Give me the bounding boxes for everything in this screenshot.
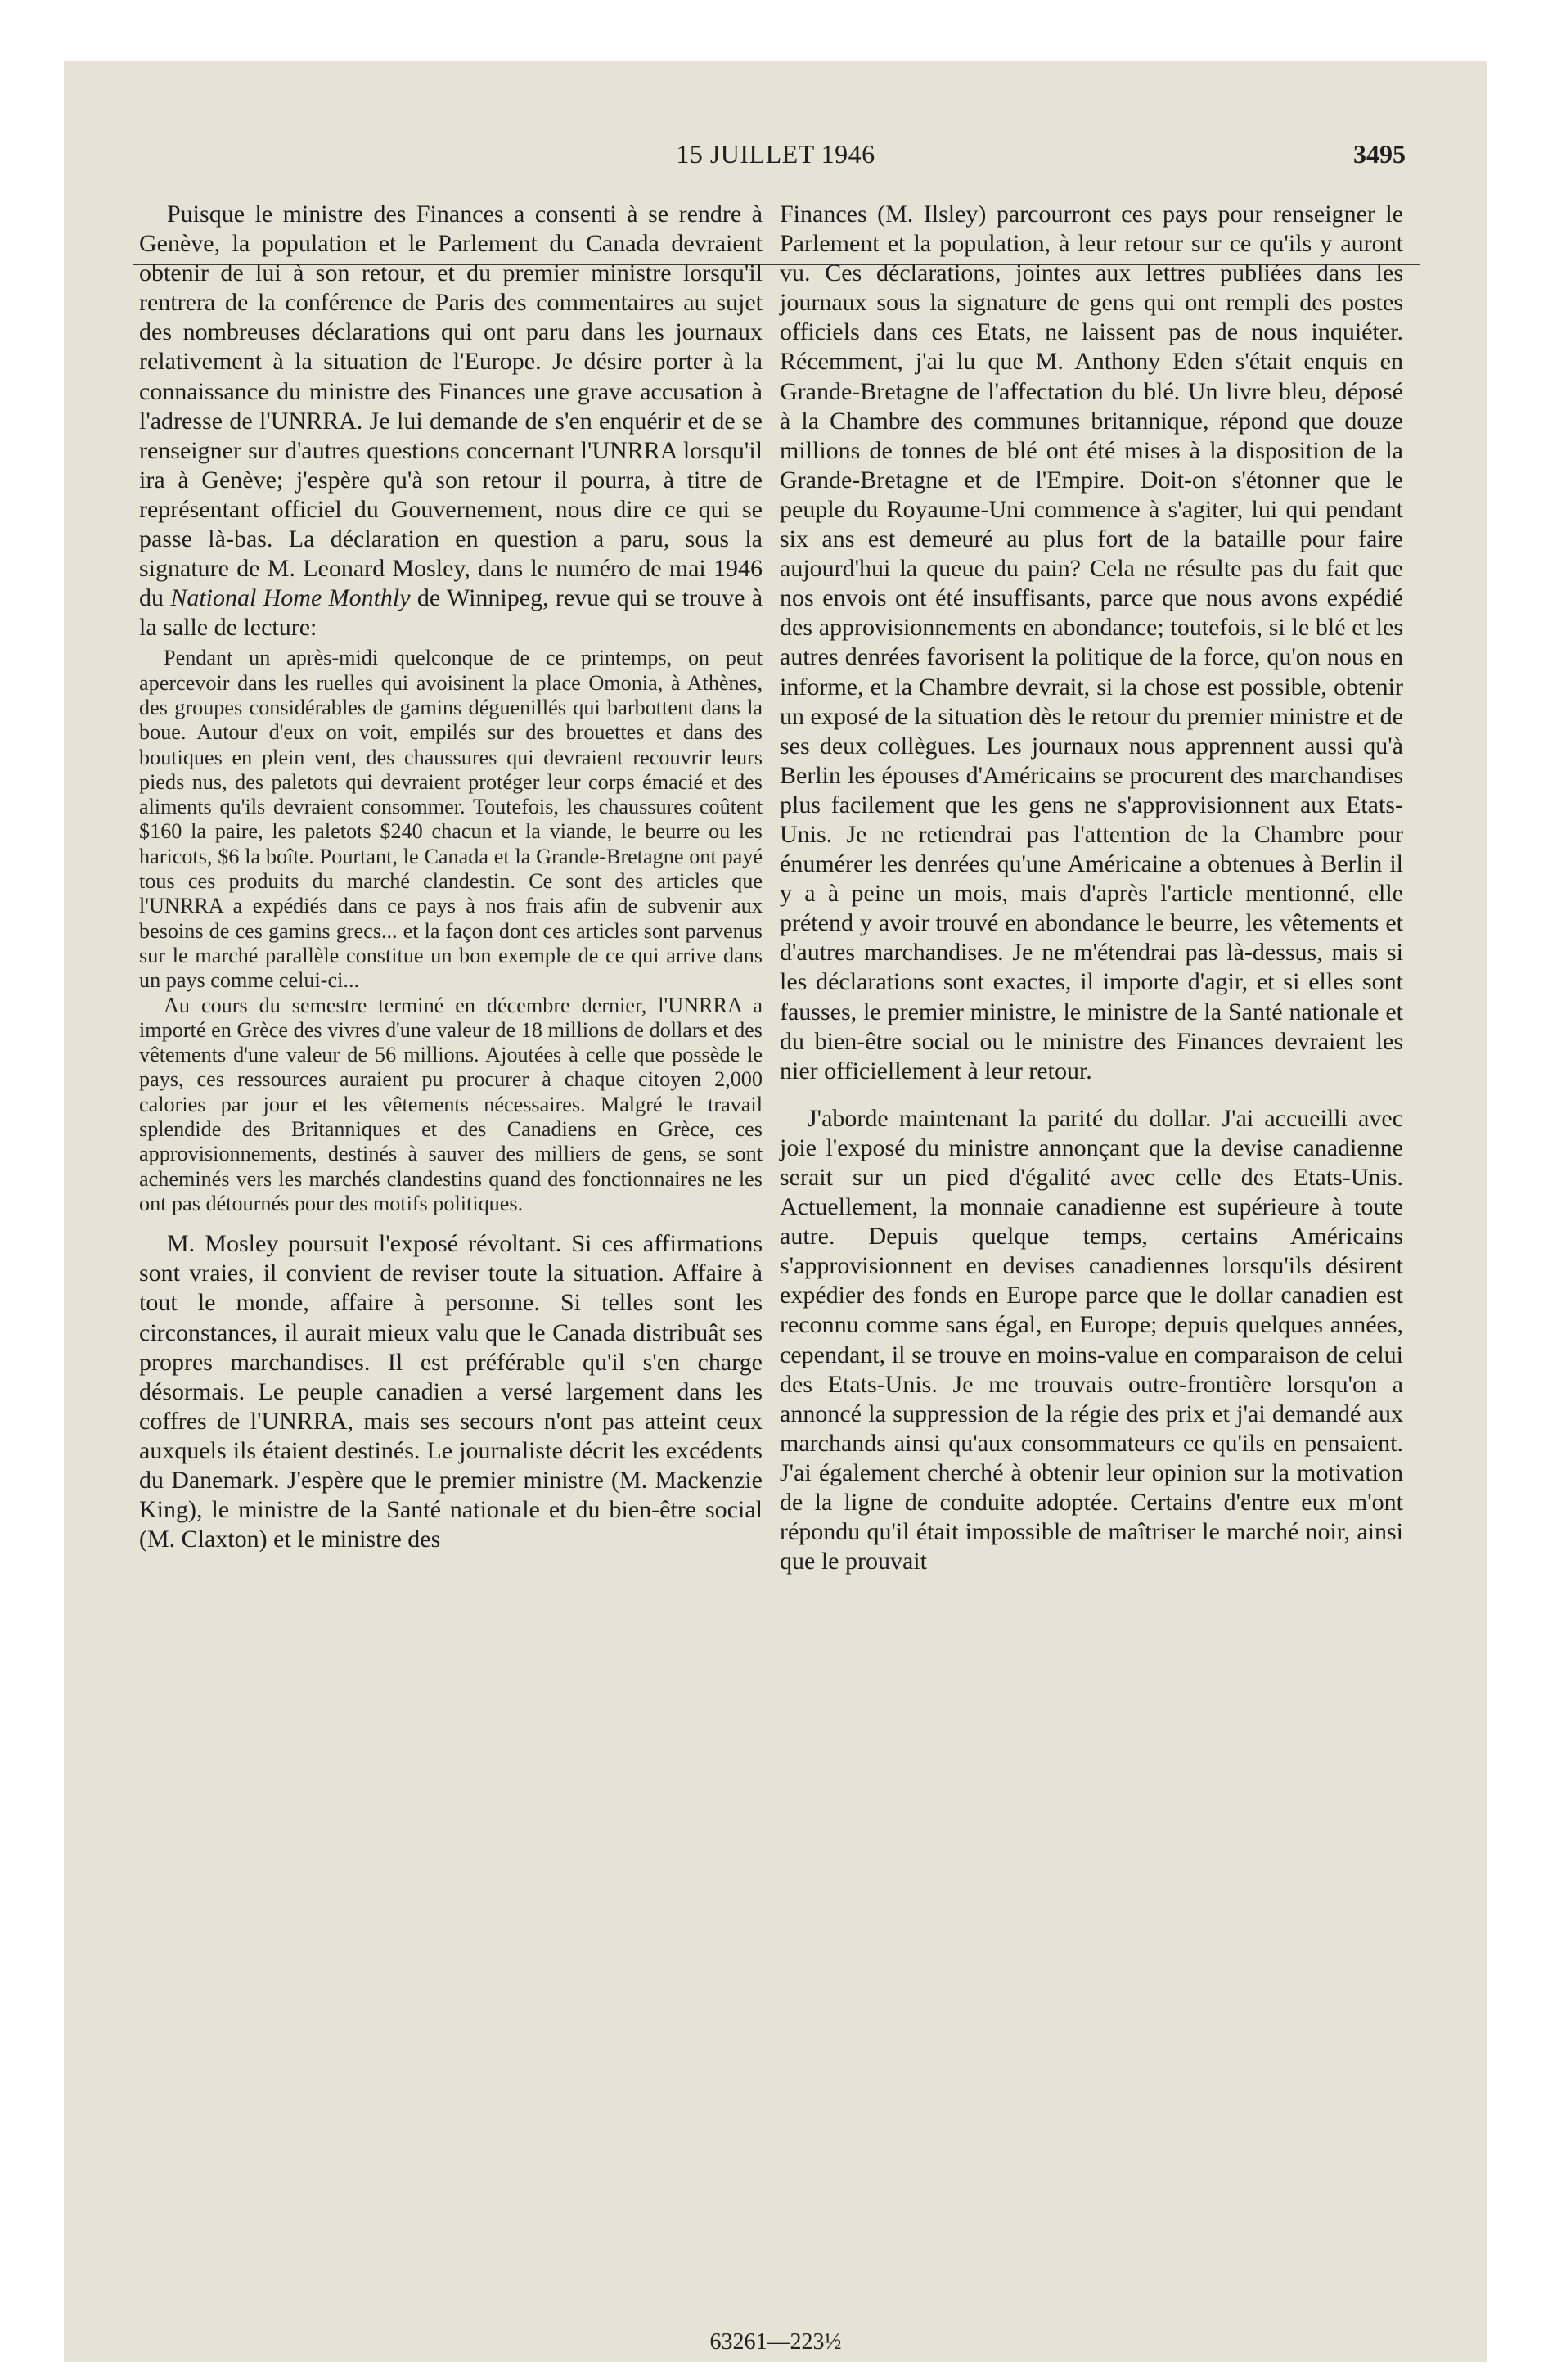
paragraph: Finances (M. Ilsley) parcourront ces pays pour renseigner le Parlement et la population, à leur retour sur ce qu'ils y auront vu. Ces déclarations, jointes aux lettres publiées dans les journaux sous la signature de gens qui ont rempli des postes officiels dans ces Etats, ne laissent pas de nous inquiéter. Récemment, j'ai lu que M. Anthony Eden s'était enquis en Grande-Bretagne de l'affectation du blé. Un livre bleu, déposé à la Chambre des communes britannique, répond que douze millions de tonnes de blé ont été mises à la disposition de la Grande-Bretagne et de l'Empire. Doit-on s'étonner que le peuple du Royaume-Uni commence à s'agiter, lui qui pendant six ans est demeuré au plus fort de la bataille pour faire aujourd'hui la queue du pain? Cela ne résulte pas du fait que nos envois ont été insuffisants, parce que nous avons expédié des approvisionnements en abondance; toutefois, si le blé et les autres denrées favorisent la politique de la force, qu'on nous en informe, et la Chambre devrait, si la chose est possible, obtenir un exposé de la situation dès le retour du premier ministre et de ses deux collègues. Les journaux nous apprennent aussi qu'à Berlin les épouses d'Américains se procurent des marchandises plus facilement que les gens ne s'approvisionnent aux Etats-Unis. Je ne retiendrai pas l'attention de la Chambre pour énumérer les denrées qu'une Américaine a obtenues à Berlin il y a à peine un mois, mais d'après l'article mentionné, elle prétend y avoir trouvé en abondance le beurre, les vêtements et d'autres marchandises. Je ne m'étendrai pas là-dessus, mais si les déclarations sont exactes, il importe d'agir, et si elles sont fausses, le premier ministre, le ministre de la Santé nationale et du bien-être social ou le ministre des Finances devraient les nier officiellement à leur retour. <box>780 201 1403 1084</box>
running-header <box>64 139 1487 188</box>
print-code: 63261—223½ <box>709 2329 842 2355</box>
quotation-paragraph: Pendant un après-midi quelconque de ce printemps, on peut apercevoir dans les ruelles qui avoisinent la place Omonia, à Athènes, des groupes considérables de gamins déguenillés qui barbottent dans la boue. Autour d'eux on voit, empilés sur des brouettes et dans des boutiques en plein vent, des chaussures qui devraient recouvrir leurs pieds nus, des paletots qui devraient protéger leur corps émacié et des aliments qu'ils devraient consommer. Toutefois, les chaussures coûtent $160 la paire, les paletots $240 chacun et la viande, le beurre ou les haricots, $6 la boîte. Pourtant, le Canada et la Grande-Bretagne ont payé tous ces produits du marché clandestin. Ce sont des articles que l'UNRRA a expédiés dans ce pays à nos frais afin de subvenir aux besoins de ces gamins grecs... et la façon dont ces articles sont parvenus sur le marché parallèle constitue un bon exemple de ce qui arrive dans un pays comme celui-ci... <box>139 646 763 993</box>
paragraph: J'aborde maintenant la parité du dollar. J'ai accueilli avec joie l'exposé du ministre annonçant que la devise canadienne serait sur un pied d'égalité avec celle des Etats-Unis. Actuellement, la monnaie canadienne est supérieure à toute autre. Depuis quelque temps, certains Américains s'approvisionnent en devises canadiennes lorsqu'ils désirent expédier des fonds en Europe parce que le dollar canadien est reconnu comme sans égal, en Europe; depuis quelques années, cependant, il se trouve en moins-value en comparaison de celui des Etats-Unis. Je me trouvais outre-frontière lorsqu'on a annoncé la suppression de la régie des prix et j'ai demandé aux marchands ainsi qu'aux consommateurs ce qu'ils en pensaient. J'ai également cherché à obtenir leur opinion sur la motivation de la ligne de conduite adoptée. Certains d'entre eux m'ont répondu qu'il était impossible de maîtriser le marché noir, ainsi que le prouvait <box>780 1104 1403 1575</box>
page-sheet <box>64 61 1487 2362</box>
header-date: 15 JUILLET 1946 <box>676 139 875 169</box>
paragraph-gap <box>780 1086 1403 1104</box>
right-column <box>780 200 1403 1576</box>
left-column <box>139 200 763 1554</box>
paragraph <box>139 200 763 642</box>
magazine-title: National Home Monthly <box>170 584 411 612</box>
page-number: 3495 <box>1353 139 1406 169</box>
paragraph-text: Puisque le ministre des Finances a consenti à se rendre à Genève, la population et le Parlement du Canada devraient obtenir de lui à son retour, et du premier ministre lorsqu'il rentrera de la conférence de Paris des commentaires au sujet des nombreuses déclarations qui ont paru dans les journaux relativement à la situation de l'Europe. Je désire porter à la connaissance du ministre des Finances une grave accusation à l'adresse de l'UNRRA. Je lui demande de s'en enquérir et de se renseigner sur d'autres questions concernant l'UNRRA lorsqu'il ira à Genève; j'espère qu'à son retour il pourra, à titre de représentant officiel du Gouvernement, nous dire ce qui se passe là-bas. La déclaration en question a paru, sous la signature de M. Leonard Mosley, dans le numéro de mai 1946 du <box>139 201 763 612</box>
quotation-block <box>139 642 763 1229</box>
paragraph-text: de Winnipeg, revue qui se trouve à la salle de lecture: <box>139 584 763 642</box>
quotation-paragraph: Au cours du semestre terminé en décembre dernier, l'UNRRA a importé en Grèce des vivres d'une valeur de 18 millions de dollars et des vêtements d'une valeur de 56 millions. Ajoutées à celle que possède le pays, ces ressources auraient pu procurer à chaque citoyen 2,000 calories par jour et les vêtements nécessaires. Malgré le travail splendide des Britanniques et des Canadiens en Grèce, ces approvisionnements, destinés à sauver des milliers de gens, se sont acheminés vers les marchés clandestins quand des fonctionnaires ne les ont pas détournés pour des motifs politiques. <box>139 993 763 1215</box>
paragraph: M. Mosley poursuit l'exposé révoltant. Si ces affirmations sont vraies, il convient de reviser toute la situation. Affaire à tout le monde, affaire à personne. Si telles sont les circonstances, il aurait mieux valu que le Canada distribuât ses propres marchandises. Il est préférable qu'il s'en charge désormais. Le peuple canadien a versé largement dans les coffres de l'UNRRA, mais ses secours n'ont pas atteint ceux auxquels ils étaient destinés. Le journaliste décrit les excédents du Danemark. J'espère que le premier ministre (M. Mackenzie King), le ministre de la Santé nationale et du bien-être social (M. Claxton) et le ministre des <box>139 1230 763 1553</box>
